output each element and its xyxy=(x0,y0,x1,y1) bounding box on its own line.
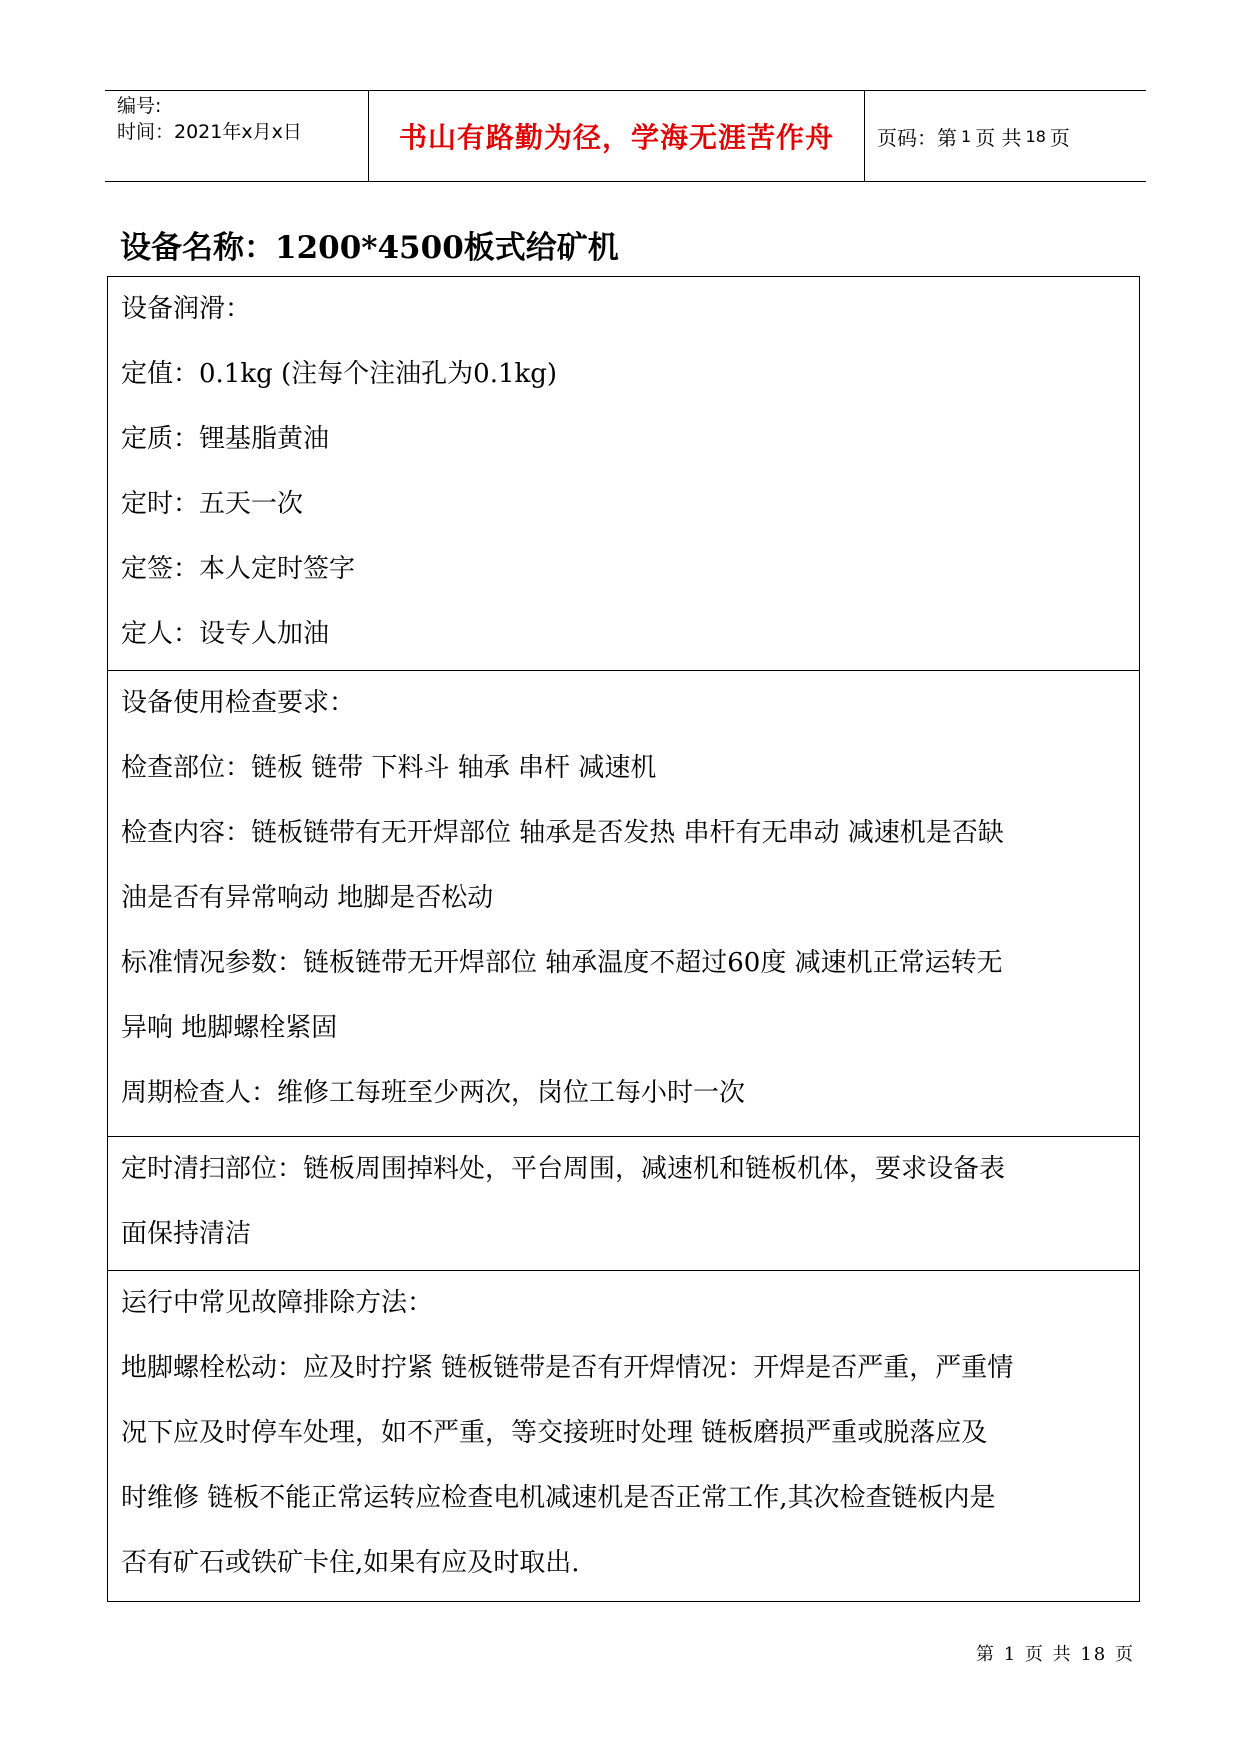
inspection-section xyxy=(108,671,1139,1137)
page-prefix: 页码：第 xyxy=(877,125,957,150)
page-footer: 第 1 页 共 18 页 xyxy=(976,1644,1135,1665)
header-page-info xyxy=(865,91,1146,181)
serial-label: 编号: xyxy=(117,95,162,117)
document-title: 设备名称：1200*4500板式给矿机 xyxy=(120,230,619,266)
document-header xyxy=(105,90,1146,182)
troubleshooting-line-2: 况下应及时停车处理，如不严重，等交接班时处理 链板磨损严重或脱落应及 xyxy=(121,1418,988,1448)
equipment-table xyxy=(107,276,1140,1602)
inspection-content-2: 油是否有异常响动 地脚是否松动 xyxy=(121,883,494,913)
header-motto-cell xyxy=(369,91,865,181)
cleaning-line-1: 定时清扫部位：链板周围掉料处，平台周围，减速机和链板机体，要求设备表 xyxy=(121,1154,1006,1184)
header-motto: 书山有路勤为径，学海无涯苦作舟 xyxy=(398,121,834,154)
time-label: 时间：2021年x月x日 xyxy=(117,121,302,143)
lubrication-quality: 定质：锂基脂黄油 xyxy=(121,424,330,454)
inspection-content-1: 检查内容：链板链带有无开焊部位 轴承是否发热 串杆有无串动 减速机是否缺 xyxy=(121,818,1004,848)
troubleshooting-line-3: 时维修 链板不能正常运转应检查电机减速机是否正常工作,其次检查链板内是 xyxy=(121,1483,996,1513)
cleaning-line-2: 面保持清洁 xyxy=(121,1219,252,1249)
inspection-standard-2: 异响 地脚螺栓紧固 xyxy=(121,1013,338,1043)
page-total: 18 xyxy=(1025,126,1046,146)
lubrication-amount: 定值：0.1kg (注每个注油孔为0.1kg) xyxy=(121,359,558,389)
lubrication-person: 定人：设专人加油 xyxy=(121,619,330,649)
troubleshooting-line-1: 地脚螺栓松动：应及时拧紧 链板链带是否有开焊情况：开焊是否严重，严重情 xyxy=(121,1353,1014,1383)
troubleshooting-line-4: 否有矿石或铁矿卡住,如果有应及时取出. xyxy=(121,1548,580,1578)
lubrication-section xyxy=(108,277,1139,671)
cleaning-section xyxy=(108,1137,1139,1271)
page-suffix: 页 xyxy=(1049,125,1070,150)
lubrication-heading: 设备润滑： xyxy=(121,294,252,324)
header-meta xyxy=(105,91,369,181)
troubleshooting-section xyxy=(108,1271,1139,1601)
troubleshooting-heading: 运行中常见故障排除方法： xyxy=(121,1288,434,1318)
inspection-standard-1: 标准情况参数：链板链带无开焊部位 轴承温度不超过60度 减速机正常运转无 xyxy=(121,948,1003,978)
inspection-period: 周期检查人：维修工每班至少两次，岗位工每小时一次 xyxy=(121,1078,746,1108)
lubrication-sign: 定签：本人定时签字 xyxy=(121,554,356,584)
page-current: 1 xyxy=(961,126,972,146)
page-mid: 页 共 xyxy=(975,125,1022,150)
inspection-parts: 检查部位：链板 链带 下料斗 轴承 串杆 减速机 xyxy=(121,753,657,783)
lubrication-timing: 定时：五天一次 xyxy=(121,489,304,519)
inspection-heading: 设备使用检查要求： xyxy=(121,688,356,718)
